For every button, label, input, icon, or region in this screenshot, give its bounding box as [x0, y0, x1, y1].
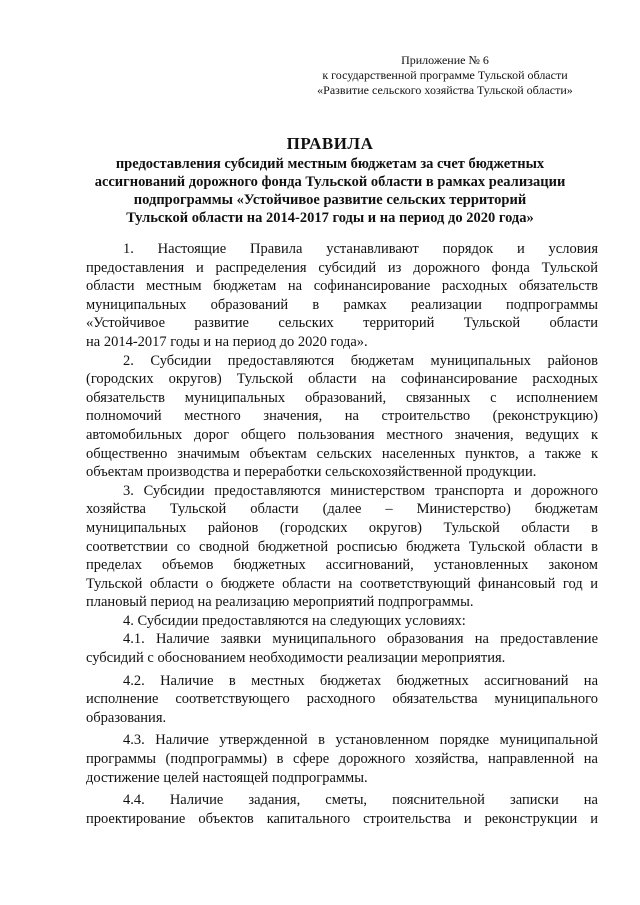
paragraph-4-4 [86, 791, 598, 828]
text-line: субсидий с обоснованием необходимости реализации мероприятия. [86, 650, 506, 667]
text-line: 4.2. Наличие в местных бюджетах бюджетных ассигнований на [123, 672, 598, 689]
paragraph-4-1 [86, 630, 598, 667]
text-line: муниципальных районов (городских округов) Тульской области в [86, 519, 598, 536]
title-line: предоставления субсидий местным бюджетам за счет бюджетных [115, 156, 545, 172]
annex-program-name: «Развитие сельского хозяйства Тульской области» [317, 83, 573, 97]
text-line: муниципальных образований в рамках реализации подпрограммы [86, 296, 598, 313]
text-line: предоставления и распределения субсидий из дорожного фонда Тульской [86, 259, 598, 276]
paragraph-4 [86, 612, 598, 631]
text-line: области местным бюджетам на софинансирование расходных обязательств [86, 278, 598, 295]
text-line: пределах объемов бюджетных ассигнований, установленных законом [86, 557, 598, 574]
text-line: 1. Настоящие Правила устанавливают порядок и условия [123, 241, 598, 257]
text-line: на 2014-2017 годы и на период до 2020 года». [86, 333, 368, 350]
annex-program-ref: к государственной программе Тульской области [322, 68, 568, 82]
text-line: образования. [86, 709, 167, 726]
paragraph-4-3 [86, 731, 598, 787]
text-line: Тульской области о бюджете области на соответствующий финансовый год и [86, 575, 598, 592]
text-line: общественно значимым объектам сельских населенных пунктов, а также к [86, 445, 598, 462]
text-line: 2. Субсидии предоставляются бюджетам муниципальных районов [123, 352, 598, 369]
paragraph-3 [86, 482, 598, 612]
text-line: 4.3. Наличие утвержденной в установленном порядке муниципальной [123, 732, 598, 749]
text-line: объектам производства и переработки сельскохозяйственной продукции. [86, 464, 537, 481]
text-line: полномочий местного значения, на строительство (реконструкцию) [86, 408, 598, 425]
text-line: проектирование объектов капитального строительства и реконструкции и [86, 810, 598, 827]
text-line: 4.4. Наличие задания, сметы, пояснительной записки на [123, 792, 598, 809]
title-line: подпрограммы «Устойчивое развитие сельских территорий [133, 192, 527, 208]
document-title [80, 133, 580, 227]
text-line: хозяйства Тульской области (далее – Министерство) бюджетам [86, 501, 598, 518]
text-line: «Устойчивое развитие сельских территорий Тульской области [86, 315, 598, 332]
text-line: достижение целей настоящей подпрограммы. [86, 769, 368, 786]
title-main: ПРАВИЛА [286, 134, 374, 153]
title-line: Тульской области на 2014-2017 годы и на период до 2020 года» [126, 210, 534, 226]
text-line: программы (подпрограммы) в сфере дорожного хозяйства, направленной на [86, 751, 598, 768]
paragraph-4-2 [86, 672, 598, 728]
text-line: соответствии со сводной бюджетной росписью бюджета Тульской области в [86, 538, 598, 555]
text-line: 4. Субсидии предоставляются на следующих условиях: [123, 612, 466, 629]
paragraph-2 [86, 352, 598, 482]
document-body [86, 240, 598, 828]
paragraph-1 [86, 240, 598, 352]
text-line: обязательств муниципальных образований, связанных с исполнением [86, 389, 598, 406]
text-line: 3. Субсидии предоставляются министерством транспорта и дорожного [123, 482, 598, 499]
text-line: исполнение соответствующего расходного обязательства муниципального [86, 691, 598, 708]
text-line: (городских округов) Тульской области на софинансирование расходных [86, 371, 598, 388]
text-line: плановый период на реализацию мероприятий подпрограммы. [86, 594, 474, 611]
annex-number: Приложение № 6 [401, 53, 489, 67]
text-line: 4.1. Наличие заявки муниципального образования на предоставление [123, 631, 598, 648]
title-line: ассигнований дорожного фонда Тульской области в рамках реализации [94, 174, 566, 190]
text-line: автомобильных дорог общего пользования местного значения, ведущих к [86, 426, 598, 443]
annex-header [300, 53, 590, 98]
